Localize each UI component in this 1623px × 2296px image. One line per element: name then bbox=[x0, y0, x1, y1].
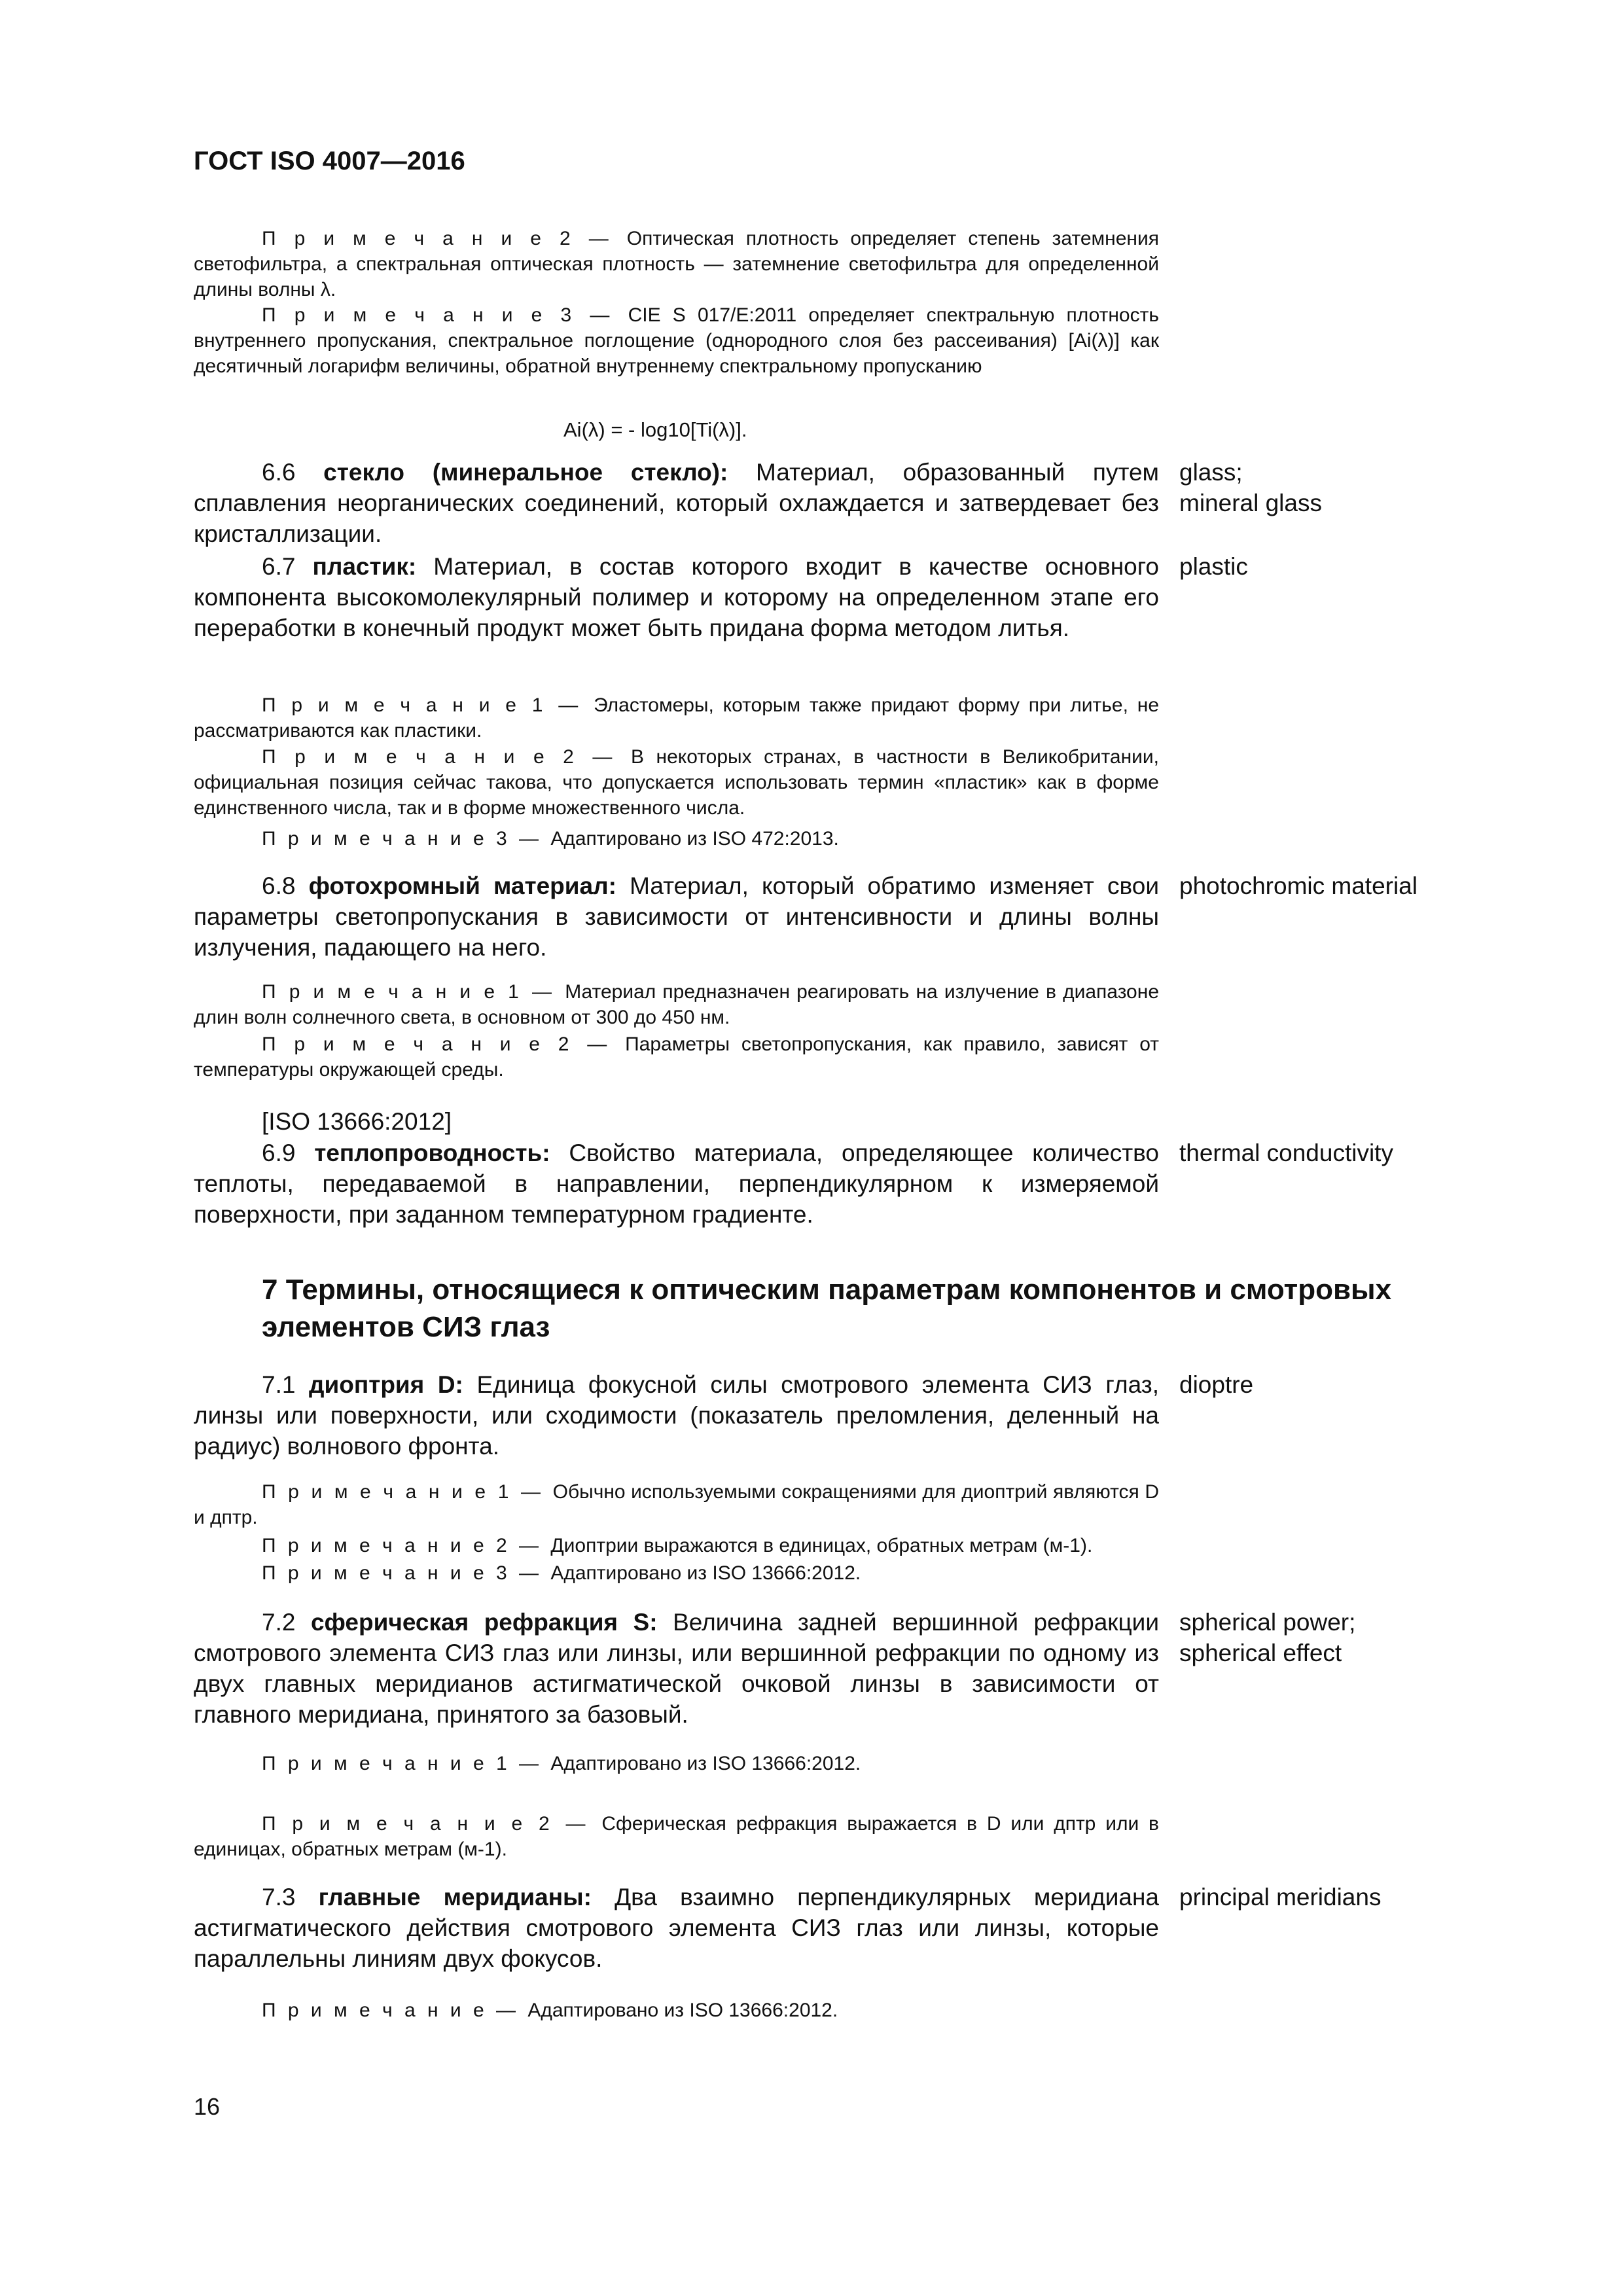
note-label: П р и м е ч а н и е 3 — bbox=[262, 828, 551, 850]
term-7-2-english bbox=[1179, 1607, 1546, 1668]
note-text: Эластомеры, которым также придают форму при литье, не рассматриваются как пластики. bbox=[194, 694, 1160, 742]
note-text: Адаптировано из ISO 472:2013. bbox=[550, 828, 839, 850]
note-7-2-1 bbox=[194, 1751, 1159, 1776]
note-cie-standard bbox=[194, 302, 1159, 379]
term-7-2 bbox=[194, 1607, 1159, 1730]
term-6-8-english bbox=[1179, 870, 1546, 901]
term-definition: Два взаимно перпендикулярных меридиана астигматического действия смотрового элемента СИЗ глаз или линзы, которые параллельны линиям двух фокусов. bbox=[194, 1884, 1159, 1972]
note-label: П р и м е ч а н и е 2 — bbox=[262, 746, 631, 768]
term-definition: Единица фокусной силы смотрового элемента СИЗ глаз, линзы или поверхности, или сходимости (показатель преломления, деленный на радиус) волнового фронта. bbox=[194, 1371, 1160, 1460]
term-name: теплопроводность: bbox=[314, 1139, 550, 1166]
term-number: 7.1 bbox=[262, 1371, 310, 1398]
note-text: CIE S 017/E:2011 определяет спектральную плотность внутреннего пропускания, спектральное поглощение (однородного слоя без рассеивания) [Ai(λ)] как десятичный логарифм величины, обратной внутреннему спектральному пропусканию bbox=[194, 304, 1159, 377]
term-6-6-english bbox=[1179, 457, 1546, 518]
note-label: П р и м е ч а н и е 3 — bbox=[262, 304, 628, 326]
document-header: ГОСТ ISO 4007—2016 bbox=[194, 147, 465, 175]
term-name: фотохромный материал: bbox=[308, 872, 616, 899]
note-text: Адаптировано из ISO 13666:2012. bbox=[527, 2000, 838, 2021]
term-6-9 bbox=[194, 1138, 1159, 1230]
note-label: П р и м е ч а н и е 2 — bbox=[262, 228, 627, 249]
reference-text: [ISO 13666:2012] bbox=[262, 1108, 452, 1135]
note-text: Параметры светопропускания, как правило, зависят от температуры окружающей среды. bbox=[194, 1033, 1160, 1081]
english-term: spherical power; bbox=[1179, 1609, 1356, 1636]
term-number: 6.7 bbox=[262, 553, 313, 580]
term-name: диоптрия D: bbox=[309, 1371, 463, 1398]
term-name: пластик: bbox=[312, 553, 417, 580]
note-6-7-2 bbox=[194, 744, 1159, 821]
term-number: 7.3 bbox=[262, 1884, 319, 1910]
term-number: 6.6 bbox=[262, 459, 324, 486]
english-term: photochromic material bbox=[1179, 872, 1418, 899]
term-definition: Величина задней вершинной рефракции смотрового элемента СИЗ глаз или линзы, или вершинной рефракции по одному из двух главных меридианов астигматической очковой линзы в зависимости от главного меридиана, принятого за базовый. bbox=[194, 1609, 1159, 1728]
note-7-2-2 bbox=[194, 1811, 1159, 1862]
note-6-8-2 bbox=[194, 1031, 1159, 1083]
term-7-1 bbox=[194, 1369, 1159, 1462]
term-7-1-english bbox=[1179, 1369, 1546, 1400]
term-name: главные меридианы: bbox=[318, 1884, 592, 1910]
note-text: Адаптировано из ISO 13666:2012. bbox=[550, 1753, 861, 1774]
note-text: Материал предназначен реагировать на излучение в диапазоне длин волн солнечного света, в основном от 300 до 450 нм. bbox=[194, 981, 1159, 1028]
note-text: Обычно используемыми сокращениями для диоптрий являются D и дптр. bbox=[194, 1481, 1159, 1528]
note-6-7-3 bbox=[194, 826, 1159, 852]
english-term: thermal conductivity bbox=[1179, 1139, 1393, 1166]
note-text: В некоторых странах, в частности в Великобритании, официальная позиция сейчас такова, что допускается использовать термин «пластик» как в форме единственного числа, так и в форме множественного числа. bbox=[194, 746, 1159, 819]
term-definition: Материал, в состав которого входит в качестве основного компонента высокомолекулярный полимер и которому на определенном этапе его переработки в конечный продукт может быть придана форма методом литья. bbox=[194, 553, 1159, 641]
note-label: П р и м е ч а н и е 1 — bbox=[262, 981, 565, 1003]
note-text: Адаптировано из ISO 13666:2012. bbox=[550, 1562, 861, 1584]
note-label: П р и м е ч а н и е — bbox=[262, 2000, 528, 2021]
note-7-1-2 bbox=[194, 1533, 1159, 1558]
note-label: П р и м е ч а н и е 1 — bbox=[262, 694, 594, 716]
term-number: 6.8 bbox=[262, 872, 309, 899]
term-name: сферическая рефракция S: bbox=[310, 1609, 658, 1636]
note-6-7-1 bbox=[194, 692, 1159, 744]
term-number: 6.9 bbox=[262, 1139, 315, 1166]
reference-iso bbox=[194, 1106, 1159, 1137]
english-term: principal meridians bbox=[1179, 1884, 1382, 1910]
note-label: П р и м е ч а н и е 1 — bbox=[262, 1753, 551, 1774]
note-label: П р и м е ч а н и е 2 — bbox=[262, 1535, 551, 1556]
english-term: mineral glass bbox=[1179, 490, 1322, 516]
term-name: стекло (минеральное стекло): bbox=[323, 459, 728, 486]
formula: Ai(λ) = - log10[Ti(λ)]. bbox=[563, 418, 747, 441]
note-7-1-3 bbox=[194, 1560, 1159, 1586]
term-6-7-english bbox=[1179, 551, 1546, 582]
note-label: П р и м е ч а н и е 2 — bbox=[262, 1033, 626, 1055]
section-7-heading: 7 Термины, относящиеся к оптическим параметрам компонентов и смотровых элементов СИЗ глаз bbox=[262, 1274, 1392, 1343]
english-term: spherical effect bbox=[1179, 1640, 1342, 1666]
term-definition: Свойство материала, определяющее количество теплоты, передаваемой в направлении, перпендикулярном к измеряемой поверхности, при заданном температурном градиенте. bbox=[194, 1139, 1159, 1228]
page-number: 16 bbox=[194, 2093, 221, 2120]
term-6-7 bbox=[194, 551, 1159, 643]
term-7-3 bbox=[194, 1882, 1159, 1974]
note-7-3 bbox=[194, 1998, 1159, 2023]
formula-block bbox=[194, 414, 1159, 446]
note-text: Оптическая плотность определяет степень затемнения светофильтра, а спектральная оптическая плотность — затемнение светофильтра для определенной длины волны λ. bbox=[194, 228, 1159, 300]
note-text: Сферическая рефракция выражается в D или дптр или в единицах, обратных метрам (м-1). bbox=[194, 1813, 1159, 1860]
note-optical-density bbox=[194, 226, 1159, 302]
english-term: glass; bbox=[1179, 459, 1243, 486]
term-definition: Материал, который обратимо изменяет свои параметры светопропускания в зависимости от интенсивности и длины волны излучения, падающего на него. bbox=[194, 872, 1159, 961]
english-term: dioptre bbox=[1179, 1371, 1254, 1398]
term-number: 7.2 bbox=[262, 1609, 311, 1636]
english-term: plastic bbox=[1179, 553, 1248, 580]
note-6-8-1 bbox=[194, 979, 1159, 1030]
term-6-9-english bbox=[1179, 1138, 1546, 1168]
term-6-6 bbox=[194, 457, 1159, 549]
note-7-1-1 bbox=[194, 1479, 1159, 1530]
term-definition: Материал, образованный путем сплавления неорганических соединений, который охлаждается и затвердевает без кристаллизации. bbox=[194, 459, 1159, 547]
term-7-3-english bbox=[1179, 1882, 1546, 1912]
note-label: П р и м е ч а н и е 1 — bbox=[262, 1481, 553, 1503]
note-label: П р и м е ч а н и е 3 — bbox=[262, 1562, 551, 1584]
note-text: Диоптрии выражаются в единицах, обратных метрам (м-1). bbox=[550, 1535, 1093, 1556]
note-label: П р и м е ч а н и е 2 — bbox=[262, 1813, 602, 1835]
term-6-8 bbox=[194, 870, 1159, 963]
